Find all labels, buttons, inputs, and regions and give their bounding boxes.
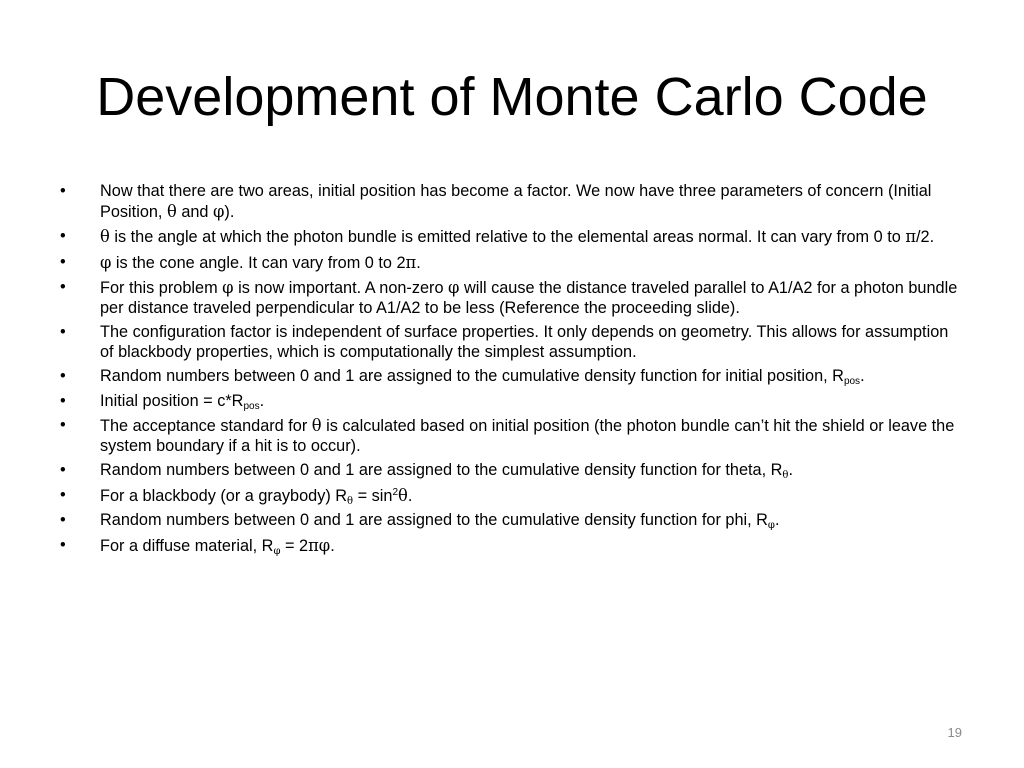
bullet-marker: • bbox=[60, 511, 66, 529]
bullet-item: • For this problem φ is now important. A non-zero φ will cause the distance traveled parallel to A1/A2 for a photon bundle per distance traveled perpendicular to A1/A2 to be less (Reference the proceeding slide). bbox=[60, 278, 958, 317]
bullet-marker: • bbox=[60, 461, 66, 479]
bullet-item: • Random numbers between 0 and 1 are assigned to the cumulative density function for theta, $R_\theta$. bbox=[60, 461, 793, 481]
bullet-item: • Now that there are two areas, initial position has become a factor. We now have three parameters of concern (Initial Position, θ and φ). bbox=[60, 182, 932, 221]
bullet-item: • Initial position = $c*R_{pos}$. bbox=[60, 391, 265, 412]
bullet-marker: • bbox=[60, 367, 66, 385]
bullet-item: • The configuration factor is independent of surface properties. It only depends on geometry. This allows for assumption of blackbody properties, which is computationally the simplest assumption. bbox=[60, 323, 949, 361]
bullet-item: • θ is the angle at which the photon bundle is emitted relative to the elemental areas normal. It can vary from 0 to π/2. bbox=[60, 227, 935, 246]
bullet-list bbox=[60, 182, 960, 561]
slide-number: 19 bbox=[947, 725, 962, 740]
bullet-item: • Random numbers between 0 and 1 are assigned to the cumulative density function for phi, $R_\varphi$. bbox=[60, 511, 780, 531]
bullet-marker: • bbox=[60, 182, 66, 200]
bullet-marker: • bbox=[60, 535, 66, 554]
bullet-marker: • bbox=[60, 485, 66, 504]
slide-title: Development of Monte Carlo Code bbox=[96, 67, 928, 127]
bullet-item: • φ is the cone angle. It can vary from 0 to 2π. bbox=[60, 252, 421, 272]
bullet-marker: • bbox=[60, 278, 66, 296]
bullet-item: • Random numbers between 0 and 1 are assigned to the cumulative density function for initial position, $R_{pos}$. bbox=[60, 367, 865, 387]
bullet-item: • For a diffuse material, $R_\varphi = 2\pi\varphi$. bbox=[60, 535, 335, 557]
bullet-item: • For a blackbody (or a graybody) $R_\theta = \sin^2\theta$. bbox=[60, 485, 413, 507]
bullet-marker: • bbox=[60, 391, 66, 410]
bullet-item: • The acceptance standard for θ is calculated based on initial position (the photon bundle can’t hit the shield or leave the system boundary if a hit is to occur). bbox=[60, 416, 955, 455]
bullet-marker: • bbox=[60, 227, 66, 245]
bullet-marker: • bbox=[60, 252, 66, 271]
bullet-marker: • bbox=[60, 416, 66, 434]
bullet-marker: • bbox=[60, 323, 66, 341]
